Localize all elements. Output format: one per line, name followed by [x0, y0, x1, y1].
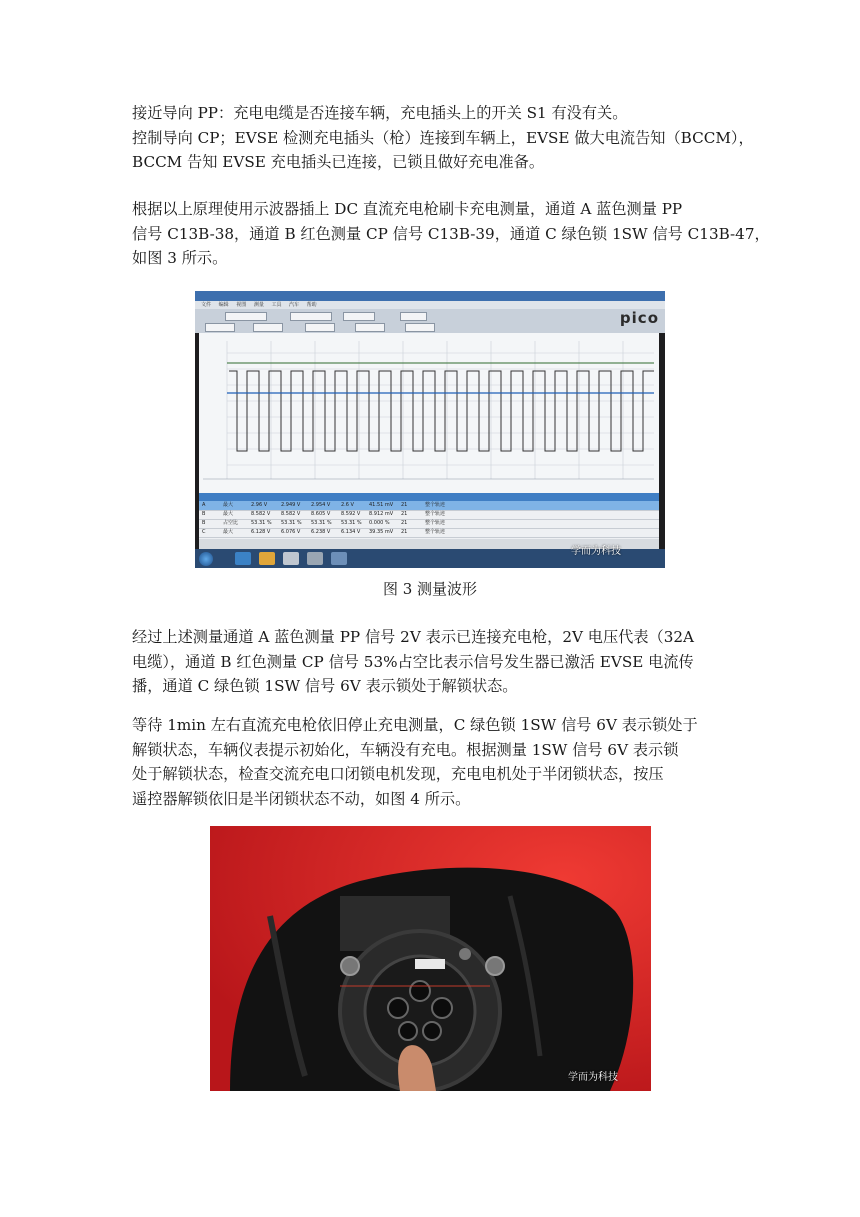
table-cell: 6.238 V	[311, 529, 331, 535]
table-cell: 6.134 V	[341, 529, 361, 535]
table-row	[199, 528, 659, 538]
figure-3-oscilloscope-photo	[195, 291, 665, 568]
menu-item: 视图	[236, 302, 247, 308]
table-cell: 21	[401, 520, 408, 526]
paragraph-diagnosis	[132, 713, 732, 811]
text-line: 播，通道 C 绿色锁 1SW 信号 6V 表示锁处于解锁状态。	[132, 677, 518, 695]
table-cell: 2.6 V	[341, 502, 354, 508]
text-line: 控制导向 CP；EVSE 检测充电插头（枪）连接到车辆上，EVSE 做大电流告知（BCCM），	[132, 128, 754, 147]
text-line: 接近导向 PP：充电电缆是否连接车辆，充电插头上的开关 S1 有没有关。	[132, 104, 628, 122]
toolbar-control	[355, 323, 385, 332]
table-header	[199, 493, 659, 501]
pico-logo: pico	[619, 309, 659, 327]
text-line: 处于解锁状态，检查交流充电口闭锁电机发现，充电电机处于半闭锁状态，按压	[132, 765, 664, 783]
table-cell: 39.35 mV	[369, 529, 394, 535]
figure-4-charging-port-photo	[210, 826, 651, 1091]
text-line: 遥控器解锁依旧是半闭锁状态不动，如图 4 所示。	[132, 789, 471, 808]
table-cell: 53.31 %	[311, 520, 332, 526]
paragraph-analysis	[132, 625, 732, 699]
text-line: 等待 1min 左右直流充电枪依旧停止充电测量，C 绿色锁 1SW 信号 6V 表示锁处于	[132, 716, 698, 734]
menu-item: 编辑	[218, 302, 229, 308]
table-cell: 21	[401, 511, 408, 517]
app-icon	[283, 552, 299, 565]
toolbar-control	[253, 323, 283, 332]
table-cell: 6.076 V	[281, 529, 301, 535]
paragraph-measurement-setup	[132, 197, 770, 271]
toolbar-control	[405, 323, 435, 332]
menu-item: 工具	[271, 302, 282, 308]
text-line: 电缆），通道 B 红色测量 CP 信号 53%占空比表示信号发生器已激活 EVSE 电流传	[132, 652, 694, 671]
table-cell: 41.51 mV	[369, 502, 394, 508]
text-line: 经过上述测量通道 A 蓝色测量 PP 信号 2V 表示已连接充电枪，2V 电压代表（32A	[132, 628, 695, 646]
table-cell: 0.000 %	[369, 520, 390, 526]
toolbar-control	[400, 312, 427, 321]
charging-port-illustration	[210, 826, 651, 1091]
toolbar-control	[225, 312, 267, 321]
table-cell: 8.592 V	[341, 511, 361, 517]
table-cell: 53.31 %	[341, 520, 362, 526]
table-cell: B	[202, 520, 206, 526]
table-cell: 53.31 %	[281, 520, 302, 526]
measurement-table	[199, 493, 659, 539]
app-icon	[307, 552, 323, 565]
table-cell: 整个轨迹	[425, 511, 446, 517]
table-cell: B	[202, 511, 206, 517]
table-cell: 最大	[223, 529, 234, 535]
channel-b-trace	[229, 371, 654, 451]
table-cell: 占空比	[223, 520, 239, 526]
folder-icon	[259, 552, 275, 565]
window-titlebar	[195, 291, 665, 301]
text-line: 解锁状态，车辆仪表提示初始化，车辆没有充电。根据测量 1SW 信号 6V 表示锁	[132, 740, 679, 759]
menu-item: 汽车	[289, 302, 300, 308]
menu-item: 帮助	[306, 302, 317, 308]
text-line: 信号 C13B-38，通道 B 红色测量 CP 信号 C13B-39，通道 C 绿色锁 1SW 信号 C13B-47，	[132, 224, 770, 243]
table-cell: A	[202, 502, 206, 508]
table-cell: 21	[401, 502, 408, 508]
app-icon	[331, 552, 347, 565]
toolbar-control	[343, 312, 375, 321]
paragraph-pp-cp	[132, 101, 754, 175]
text-line: 根据以上原理使用示波器插上 DC 直流充电枪刷卡充电测量，通道 A 蓝色测量 PP	[132, 200, 683, 218]
watermark-text: 学而为科技	[571, 546, 621, 557]
waveform-plot	[199, 333, 659, 493]
figure-3-caption: 图 3 测量波形	[382, 580, 478, 598]
table-cell: 最大	[223, 502, 234, 508]
toolbar-control	[290, 312, 332, 321]
menu-item: 文件	[201, 302, 212, 308]
watermark-text: 学而为科技	[568, 1072, 618, 1083]
toolbar-control	[305, 323, 335, 332]
table-cell: 2.949 V	[281, 502, 301, 508]
table-cell: 53.31 %	[251, 520, 272, 526]
menu-item: 测量	[253, 302, 264, 308]
table-cell: C	[202, 529, 206, 535]
toolbar-control	[205, 323, 235, 332]
table-cell: 8.582 V	[281, 511, 301, 517]
table-cell: 整个轨迹	[425, 520, 446, 526]
table-cell: 2.96 V	[251, 502, 268, 508]
menu-bar	[195, 301, 665, 309]
table-cell: 整个轨迹	[425, 529, 446, 535]
table-cell: 整个轨迹	[425, 502, 446, 508]
waveform-svg	[199, 333, 659, 493]
table-cell: 2.954 V	[311, 502, 331, 508]
table-cell: 21	[401, 529, 408, 535]
table-cell: 最大	[223, 511, 234, 517]
table-cell: 8.605 V	[311, 511, 331, 517]
label-sticker	[415, 959, 445, 969]
table-cell: 8.582 V	[251, 511, 271, 517]
text-line: 如图 3 所示。	[132, 249, 228, 267]
text-line: BCCM 告知 EVSE 充电插头已连接，已锁且做好充电准备。	[132, 153, 545, 171]
table-cell: 6.128 V	[251, 529, 271, 535]
app-icon	[235, 552, 251, 565]
table-cell: 8.912 mV	[369, 511, 394, 517]
start-orb-icon	[199, 552, 213, 566]
